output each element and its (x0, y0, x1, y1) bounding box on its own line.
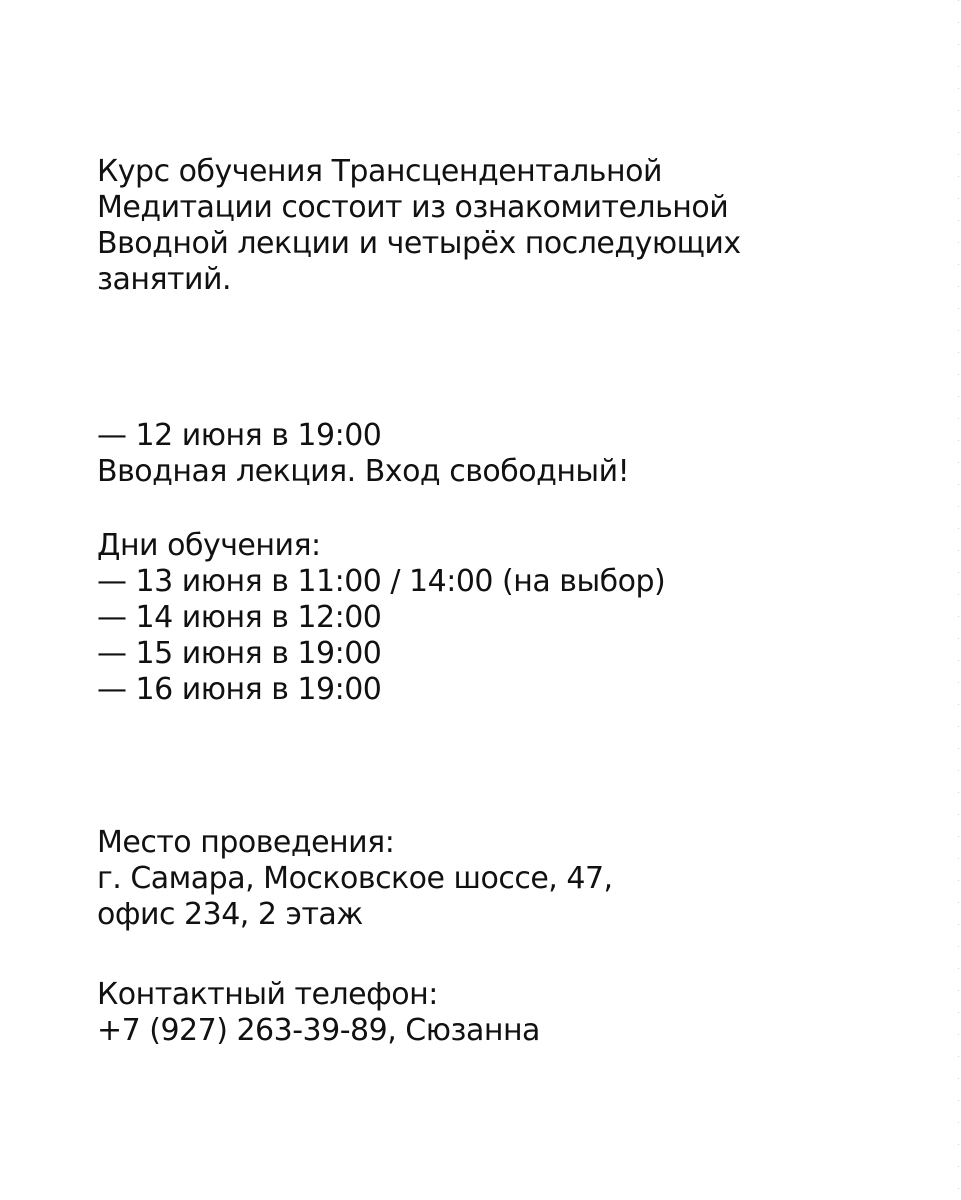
intro-line: Курс обучения Трансцендентальной (97, 154, 662, 189)
lecture-description: Вводная лекция. Вход свободный! (97, 454, 630, 489)
venue-section (97, 825, 613, 933)
training-day-item: — 13 июня в 11:00 / 14:00 (на выбор) (97, 564, 666, 599)
training-heading: Дни обучения: (97, 528, 321, 563)
contact-phone: +7 (927) 263-39-89, Сюзанна (97, 1013, 540, 1048)
contact-section (97, 977, 540, 1049)
training-day-item: — 14 июня в 12:00 (97, 600, 382, 635)
contact-heading: Контактный телефон: (97, 977, 438, 1012)
intro-paragraph (97, 154, 741, 298)
intro-line: Вводной лекции и четырёх последующих (97, 226, 741, 261)
training-day-item: — 15 июня в 19:00 (97, 636, 382, 671)
training-days-section (97, 528, 665, 708)
training-day-item: — 16 июня в 19:00 (97, 672, 382, 707)
lecture-date: — 12 июня в 19:00 (97, 418, 382, 453)
edge-dotted-border (958, 0, 959, 1200)
venue-address-line: г. Самара, Московское шоссе, 47, (97, 861, 613, 896)
venue-heading: Место проведения: (97, 825, 395, 860)
venue-address-line: офис 234, 2 этаж (97, 897, 363, 932)
intro-line: Медитации состоит из ознакомительной (97, 190, 729, 225)
intro-lecture-section (97, 418, 629, 490)
intro-line: занятий. (97, 262, 232, 297)
